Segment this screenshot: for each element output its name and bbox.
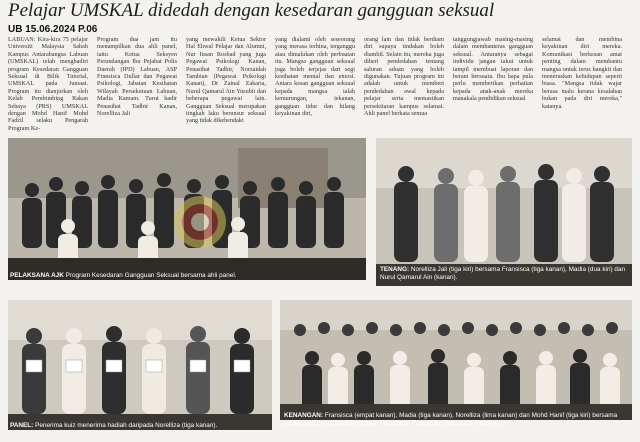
caption-photo-quiz-winners	[10, 422, 270, 432]
article-dateline: UB 15.06.2024 P.06	[8, 24, 98, 35]
photo-group-officers	[8, 138, 366, 280]
body-column-6: tanggungjawab masing-masing dalam membanteras gangguan seksual. Antaranya sebagai individu jangan takut untuk tampil membuat laporan dan berani bersuara. Ibu bapa pula perlu memberikan perhatian kepada anak-anak mereka manakala pendidikan seksual	[453, 36, 533, 103]
caption-text: Program Kesedaran Gangguan Seksual bersama ahli panel.	[65, 272, 237, 279]
body-column-1: LABUAN: Kira-kira 75 pelajar Universiti Malaysia Sabah Kampus Antarabangsa Labuan (UMSKAL) telah menghadiri program Kesedaran Gangguan Seksual di Bilik Tutorial, UMSKAL pada Jumaat. Program itu dianjurkan oleh Kelab Pembimbing Rakan Sebaya (PRS) UMSKAL dengan Mohd Hanif Mohd Fadzil selaku Pengarah Program Ke-	[8, 36, 88, 132]
caption-text: Fransisca (empat kanan), Madia (tiga kanan), Norelliza (lima kanan) dan Mohd Hanif (tiga kiri) bersama pelajar yang menghadiri program Kesedaran Gangguan Seksual di UMSKAL.	[284, 412, 618, 427]
photo-panel-members	[376, 138, 632, 286]
caption-text: Penerima kuiz menerima hadiah daripada Norelliza (tiga kanan).	[35, 422, 218, 429]
article-headline: Pelajar UMSKAL didedah dengan kesedaran gangguan seksual	[8, 0, 495, 21]
caption-lead: PELAKSANA AJK	[10, 272, 64, 279]
caption-lead: TENANG:	[380, 266, 410, 273]
caption-text: Norelliza Jali (tiga kiri) bersama Fransisca (tiga kanan), Madia (dua kiri) dan Nurul Qamarul Ain (kanan).	[380, 266, 626, 281]
photo-participants-group	[280, 300, 632, 420]
body-column-3: yang mewakili Ketua Sektor Hal Ehwal Pelajar dan Alumni, Nur Insan Rosbad yang juga Pegawai Psikologi Kanan, Penasihat Tadbir, Norzaidah Tambian (Pegawai Psikologi Kanan), Dr Zainal Zakaria, Nurul Qamarul Ain Yusubit dan beberapa pegawai lain. Gangguan Seksual merupakan tingkah laku berunsur seksual yang tidak dikehendaki	[186, 36, 266, 125]
body-column-2: Program dua jam itu menampilkan dua ahli panel, iaitu Ketua Seksyen Perundangan Ibu Pejabat Polis Daerah (IPD) Labuan, ASP Fransisca Dullar dan Pegawai Psikologi, Jabatan Kesihatan Wilayah Persekutuan Labuan, Madia Kamam. Turut hadir Penasihat Tadbir Kanan, Norelliza Jali	[97, 36, 177, 118]
caption-photo-panel-members	[380, 266, 630, 286]
photo-quiz-winners	[8, 300, 272, 430]
body-column-4: yang dialami oleh seseorang yang merasa terhina, terganggu atau dimalukan oleh perbuatan itu. Mangsa gangguan seksual juga boleh terjejas dari segi kesihatan mental dan emosi. Antara kesan gangguan seksual kepada mangsa ialah kemurungan, tekanan, gangguan tidur dan hilang keyakinan diri,	[275, 36, 355, 118]
body-column-7: selamat dan membina keyakinan diri mereka. Komunikasi berkesan amat penting dalam membantu mangsa untuk terus bangkit dan meneruskan kehidupan seperti biasa. "Mangsa tidak wajar berasa malu kerana kesalahan bukan pada diri mereka," katanya.	[542, 36, 622, 110]
caption-photo-participants-group	[284, 412, 630, 432]
article-body	[8, 36, 632, 136]
caption-lead: PANEL:	[10, 422, 34, 429]
caption-photo-group-officers	[10, 272, 356, 282]
body-column-5: orang lain dan tidak berdiam diri supaya tindakan boleh diambil. Selain itu, mereka juga diberi pendedahan tentang saluran aduan yang boleh digunakan. Tujuan program ini adalah untuk memberi pendedahan awal kepada pelajar serta memastikan persekitaran kampus selamat. Ahli panel berkata semua	[364, 36, 444, 118]
caption-lead: KENANGAN:	[284, 412, 324, 419]
